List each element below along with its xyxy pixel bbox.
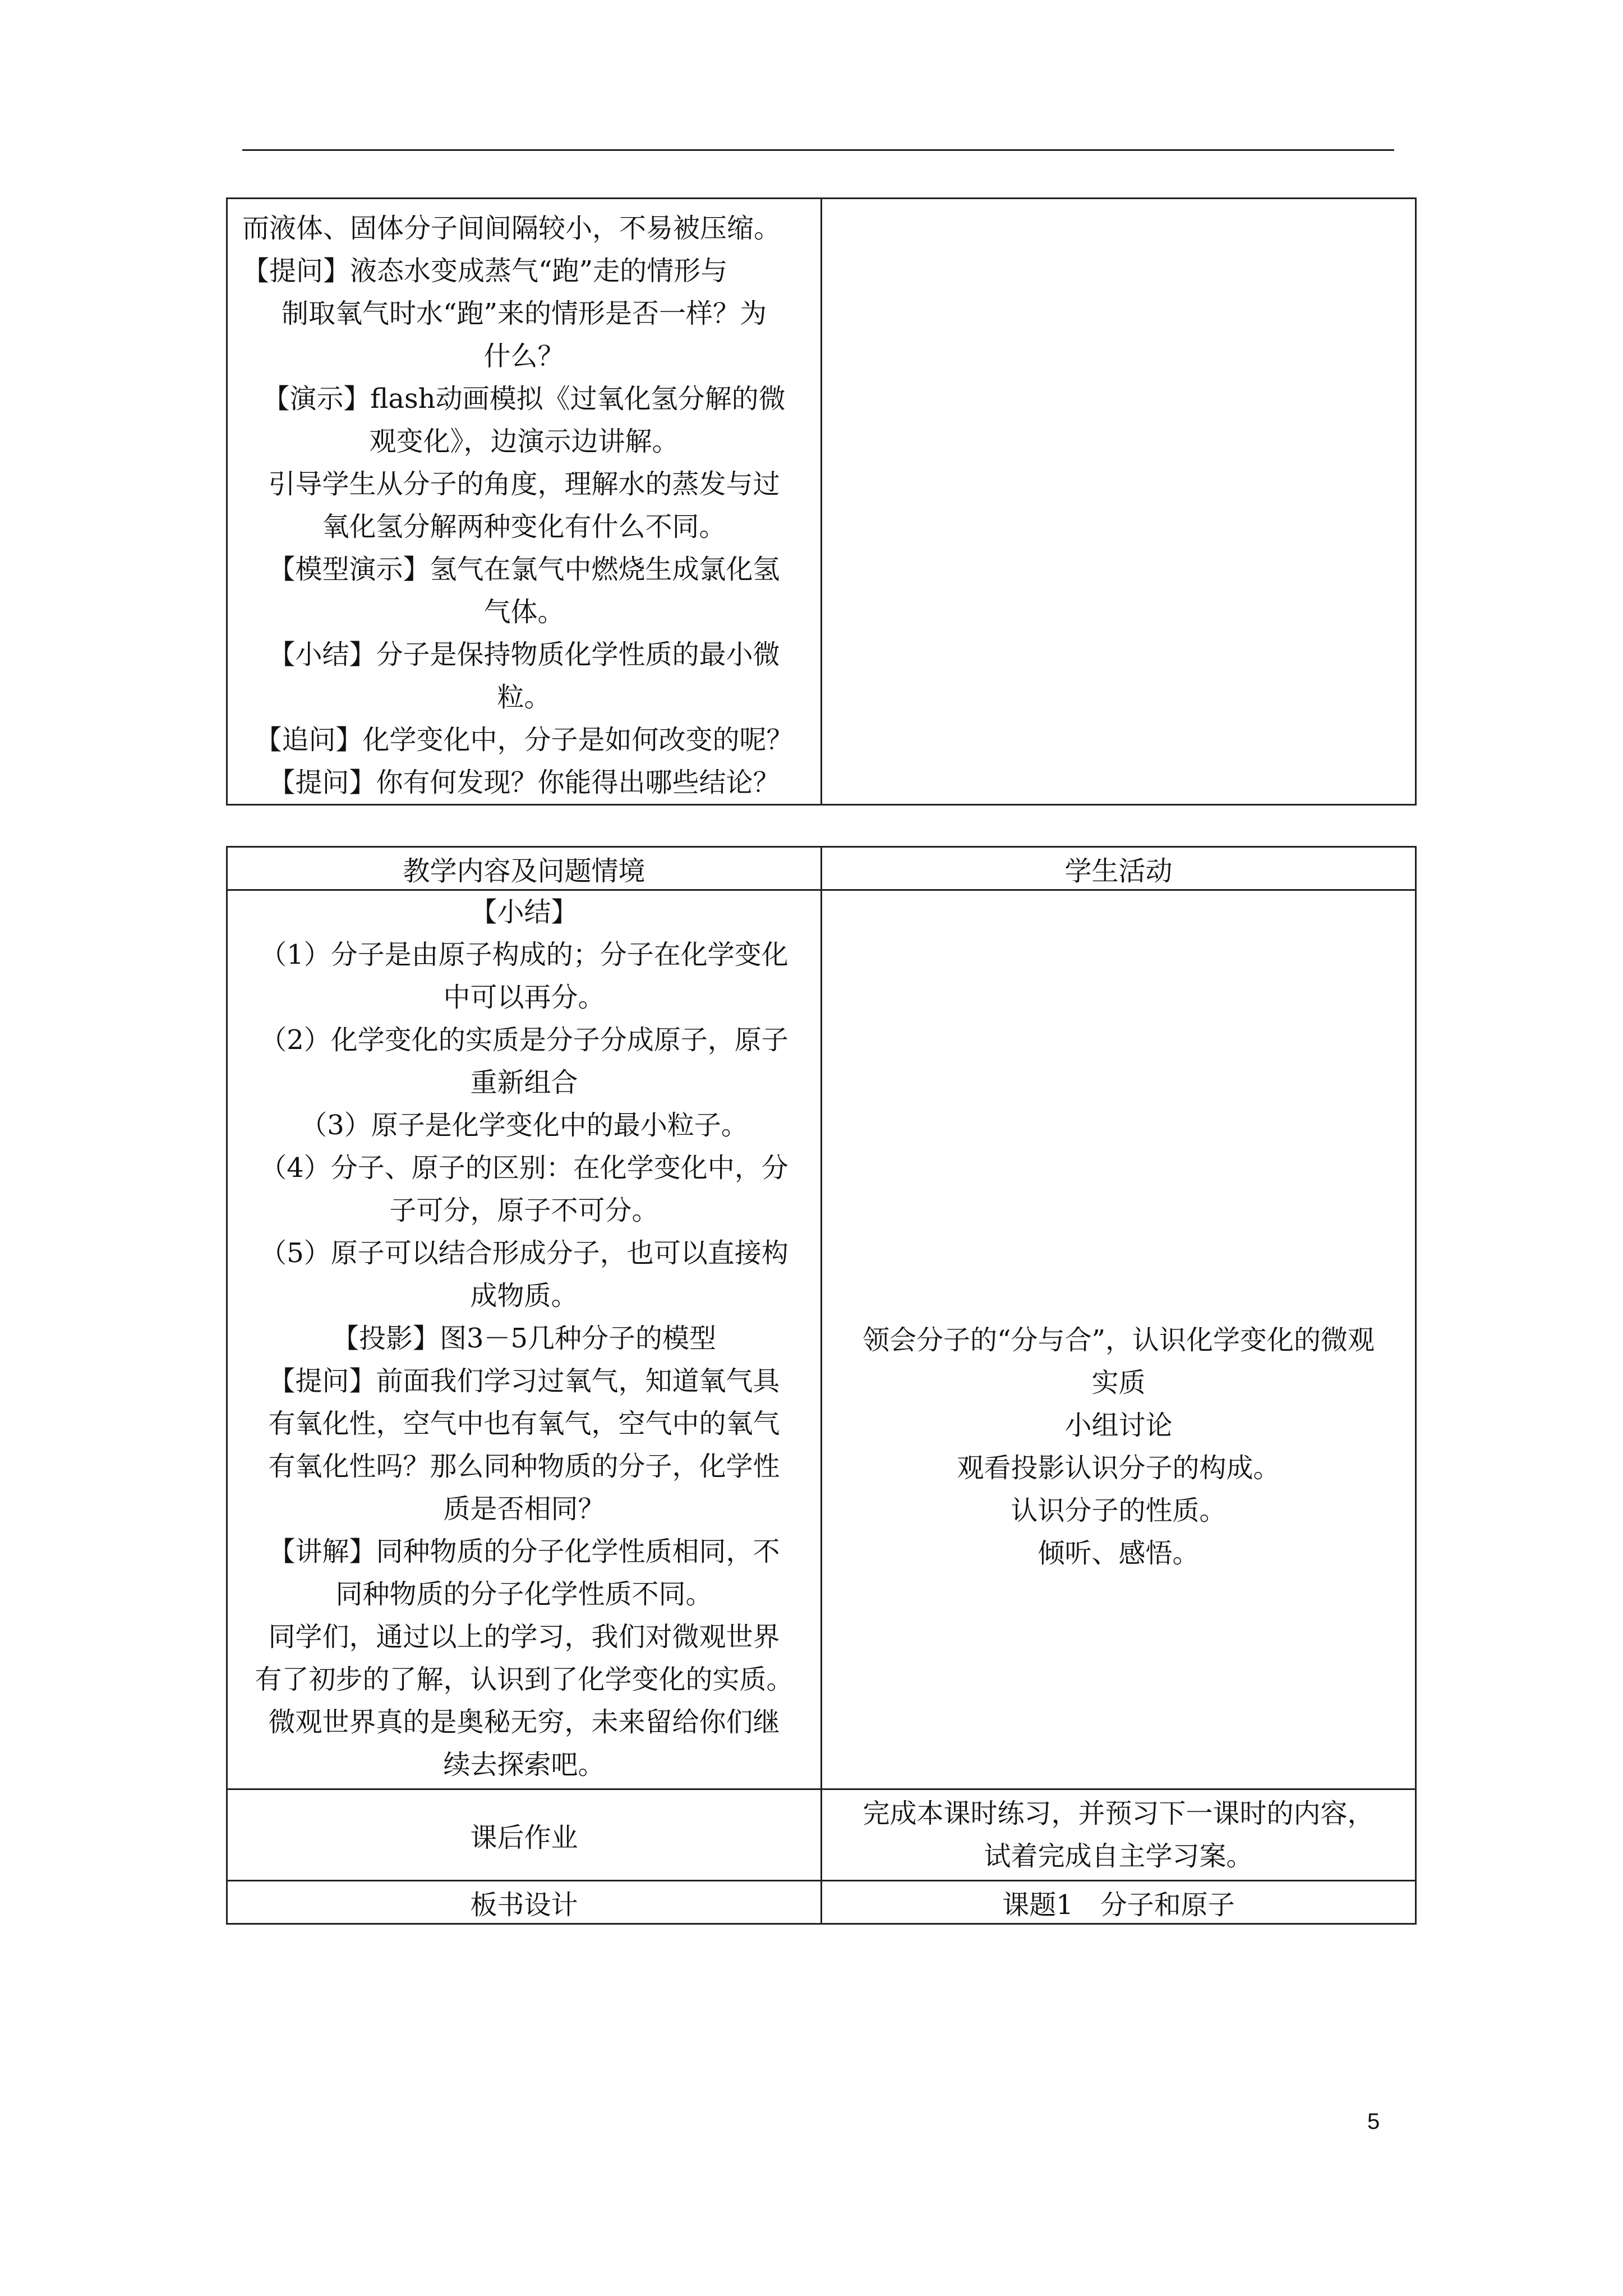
content-line: 制取氧气时水“跑”来的情形是否一样？为 [281, 298, 767, 329]
content-lines [228, 891, 820, 1786]
content-line: 续去探索吧。 [443, 1749, 605, 1780]
content-line: （4）分子、原子的区别：在化学变化中，分 [260, 1152, 789, 1184]
content-line: 【讲解】同种物质的分子化学性质相同，不 [268, 1536, 780, 1567]
content-line: （2）化学变化的实质是分子分成原子，原子 [260, 1024, 789, 1056]
content-line: 【追问】化学变化中，分子是如何改变的呢？ [255, 724, 794, 756]
header-rule [242, 149, 1394, 151]
board-design-value: 课题1 分子和原子 [822, 1881, 1416, 1924]
activity-line: 领会分子的“分与合”，认识化学变化的微观 [862, 1324, 1375, 1356]
header-content: 教学内容及问题情境 [227, 847, 822, 890]
activity-cell [822, 890, 1416, 1789]
content-line: 【小结】 [470, 896, 578, 928]
table-row [227, 1789, 1416, 1881]
activity-line: 小组讨论 [1064, 1410, 1173, 1441]
content-line: 质是否相同？ [443, 1493, 605, 1525]
content-line: 【小结】分子是保持物质化学性质的最小微 [268, 639, 780, 670]
activity-cell-empty [822, 199, 1416, 805]
header-activity: 学生活动 [822, 847, 1416, 890]
table-row [227, 1881, 1416, 1924]
content-line: 有氧化性吗？那么同种物质的分子，化学性 [268, 1451, 780, 1482]
content-line: 而液体、固体分子间间隔较小，不易被压缩。 [242, 213, 781, 244]
page-number: 5 [1367, 2109, 1380, 2134]
content-line: 子可分，原子不可分。 [389, 1195, 659, 1226]
content-line: 【模型演示】氢气在氯气中燃烧生成氯化氢 [268, 554, 780, 585]
content-line: 同学们，通过以上的学习，我们对微观世界 [268, 1621, 780, 1653]
content-line: 中可以再分。 [443, 982, 605, 1013]
content-line: 【提问】你有何发现？你能得出哪些结论？ [268, 767, 780, 798]
table-header-row [227, 847, 1416, 890]
content-line: （1）分子是由原子构成的；分子在化学变化 [260, 939, 789, 970]
content-cell [227, 890, 822, 1789]
content-line: 氧化氢分解两种变化有什么不同。 [322, 511, 726, 542]
content-cell [227, 199, 822, 805]
homework-line: 试着完成自主学习案。 [984, 1841, 1253, 1872]
activity-line: 实质 [1091, 1367, 1146, 1398]
table-row [227, 890, 1416, 1789]
activity-lines [822, 891, 1415, 1575]
content-lines [228, 199, 820, 804]
content-line: 重新组合 [470, 1067, 578, 1098]
content-line: （5）原子可以结合形成分子，也可以直接构 [260, 1237, 789, 1269]
homework-label: 课后作业 [227, 1789, 822, 1881]
content-line: 什么？ [483, 341, 565, 372]
lesson-table [226, 846, 1417, 1925]
activity-line: 认识分子的性质。 [1011, 1495, 1227, 1526]
content-line: 【投影】图3－5几种分子的模型 [331, 1323, 717, 1354]
content-line: 成物质。 [470, 1280, 578, 1312]
content-line: 粒。 [497, 682, 551, 713]
activity-line: 倾听、感悟。 [1038, 1538, 1200, 1569]
lesson-table-continued [226, 197, 1417, 806]
content-line: 有了初步的了解，认识到了化学变化的实质。 [255, 1664, 794, 1695]
homework-line: 完成本课时练习，并预习下一课时的内容， [863, 1798, 1375, 1829]
content-line: 有氧化性，空气中也有氧气，空气中的氧气 [268, 1408, 780, 1439]
homework-cell [822, 1789, 1416, 1881]
content-line: 【提问】液态水变成蒸气“跑”走的情形与 [242, 255, 728, 287]
content-line: 【提问】前面我们学习过氧气，知道氧气具 [268, 1365, 780, 1397]
content-line: 观变化》，边演示边讲解。 [369, 426, 679, 457]
content-line: 【演示】flash动画模拟《过氧化氢分解的微 [262, 383, 786, 415]
board-design-label: 板书设计 [227, 1881, 822, 1924]
activity-line: 观看投影认识分子的构成。 [957, 1452, 1280, 1484]
content-line: 气体。 [483, 596, 565, 628]
content-line: 引导学生从分子的角度，理解水的蒸发与过 [268, 468, 780, 500]
content-line: 同种物质的分子化学性质不同。 [335, 1579, 713, 1610]
table-row [227, 199, 1416, 805]
content-line: 微观世界真的是奥秘无穷，未来留给你们继 [268, 1706, 780, 1738]
content-line: （3）原子是化学变化中的最小粒子。 [300, 1110, 748, 1141]
